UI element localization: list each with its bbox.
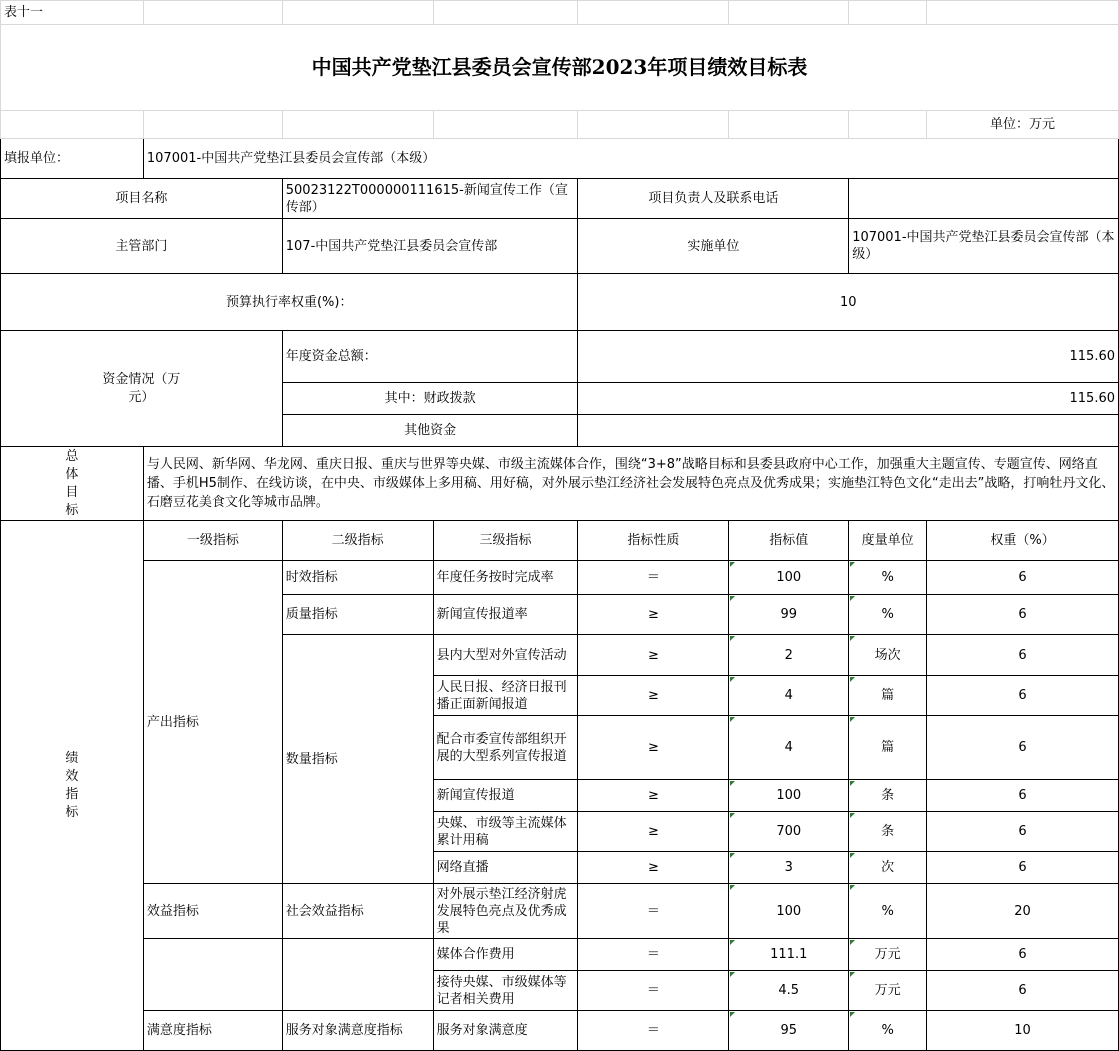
goal-text: 与人民网、新华网、华龙网、重庆日报、重庆与世界等央媒、市级主流媒体合作，围绕“3+8”战略目标和县委县政府中心工作，加强重大主题宣传、专题宣传、网络直播、手机H5制作、在线访谈，在中央、市级媒体上多用稿、用好稿，对外展示垫江经济社会发展特色亮点及优秀成果；实施垫江特色文化“走出去”战略，打响牡丹文化、石磨豆花美食文化等城市品牌。 [143,447,1118,521]
funds-fiscal-value: 115.60 [578,383,1119,415]
level3-cell: 人民日报、经济日报刊播正面新闻报道 [433,676,578,716]
unit-note: 单位：万元 [927,111,1119,139]
table-row [1,561,1119,595]
level2-timeliness: 时效指标 [282,561,433,595]
header-value: 指标值 [729,521,849,561]
project-name-value: 50023122T000000111615-新闻宣传工作（宣传部） [282,179,578,219]
unit-cell: % [849,595,927,635]
value-cell: 4 [729,676,849,716]
nature-cell: ＝ [578,1011,729,1051]
funds-other-label: 其他资金 [282,415,578,447]
header-weight: 权重（%） [927,521,1119,561]
funds-fiscal-label: 其中：财政拨款 [282,383,578,415]
unit-cell: 万元 [849,971,927,1011]
budget-label: 预算执行率权重(%)： [1,274,578,331]
weight-cell: 6 [927,780,1119,812]
goal-label [1,447,144,521]
goal-label-text: 总体目标 [65,448,79,518]
weight-cell: 20 [927,884,1119,939]
level3-cell: 网络直播 [433,852,578,884]
level2-quantity: 数量指标 [282,635,433,884]
weight-cell: 6 [927,971,1119,1011]
unit-cell: % [849,1011,927,1051]
nature-cell: ＝ [578,971,729,1011]
weight-cell: 6 [927,635,1119,676]
weight-cell: 6 [927,812,1119,852]
header-level1: 一级指标 [143,521,282,561]
level2-blank [282,939,433,1011]
unit-cell: 条 [849,780,927,812]
level3-cell: 央媒、市级等主流媒体累计用稿 [433,812,578,852]
level3-cell: 对外展示垫江经济射虎发展特色亮点及优秀成果 [433,884,578,939]
nature-cell: ≥ [578,676,729,716]
unit-cell: % [849,561,927,595]
level2-social-benefit: 社会效益指标 [282,884,433,939]
funds-label [1,331,283,447]
unit-cell: % [849,884,927,939]
project-contact-value [849,179,1119,219]
level1-satisfaction: 满意度指标 [143,1011,282,1051]
value-cell: 100 [729,884,849,939]
page-title: 中国共产党垫江县委员会宣传部2023年项目绩效目标表 [1,25,1119,111]
nature-cell: ≥ [578,852,729,884]
header-level2: 二级指标 [282,521,433,561]
level3-cell: 新闻宣传报道 [433,780,578,812]
nature-cell: ＝ [578,561,729,595]
level1-benefit: 效益指标 [143,884,282,939]
level3-cell: 媒体合作费用 [433,939,578,971]
level3-cell: 服务对象满意度 [433,1011,578,1051]
level3-cell: 配合市委宣传部组织开展的大型系列宣传报道 [433,716,578,780]
value-cell: 95 [729,1011,849,1051]
nature-cell: ≥ [578,716,729,780]
nature-cell: ≥ [578,595,729,635]
perf-label-text: 绩效指标 [65,750,79,820]
weight-cell: 6 [927,561,1119,595]
value-cell: 4.5 [729,971,849,1011]
dept-label: 主管部门 [1,219,283,274]
level2-service-satisfaction: 服务对象满意度指标 [282,1011,433,1051]
table-row [1,1011,1119,1051]
sheet-tag: 表十一 [1,1,144,25]
impl-label: 实施单位 [578,219,849,274]
value-cell: 100 [729,780,849,812]
funds-label-text: 资金情况（万元） [102,371,181,405]
weight-cell: 6 [927,676,1119,716]
perf-label [1,521,144,1051]
level3-cell: 接待央媒、市级媒体等记者相关费用 [433,971,578,1011]
value-cell: 4 [729,716,849,780]
value-cell: 700 [729,812,849,852]
weight-cell: 6 [927,852,1119,884]
header-level3: 三级指标 [433,521,578,561]
weight-cell: 6 [927,595,1119,635]
level1-output: 产出指标 [143,561,282,884]
unit-cell: 条 [849,812,927,852]
weight-cell: 6 [927,716,1119,780]
nature-cell: ≥ [578,635,729,676]
level3-cell: 新闻宣传报道率 [433,595,578,635]
table-row [1,884,1119,939]
level2-quality: 质量指标 [282,595,433,635]
fill-unit-label: 填报单位： [1,139,144,179]
budget-value: 10 [578,274,1119,331]
fill-unit-value: 107001-中国共产党垫江县委员会宣传部（本级） [143,139,1118,179]
nature-cell: ≥ [578,812,729,852]
unit-cell: 篇 [849,676,927,716]
funds-total-value: 115.60 [578,331,1119,383]
nature-cell: ＝ [578,939,729,971]
nature-cell: ＝ [578,884,729,939]
value-cell: 100 [729,561,849,595]
impl-value: 107001-中国共产党垫江县委员会宣传部（本级） [849,219,1119,274]
weight-cell: 10 [927,1011,1119,1051]
value-cell: 111.1 [729,939,849,971]
value-cell: 3 [729,852,849,884]
unit-cell: 万元 [849,939,927,971]
unit-cell: 场次 [849,635,927,676]
nature-cell: ≥ [578,780,729,812]
level1-blank [143,939,282,1011]
project-contact-label: 项目负责人及联系电话 [578,179,849,219]
unit-cell: 篇 [849,716,927,780]
value-cell: 2 [729,635,849,676]
funds-other-value [578,415,1119,447]
header-nature: 指标性质 [578,521,729,561]
header-unit: 度量单位 [849,521,927,561]
table-row [1,939,1119,971]
weight-cell: 6 [927,939,1119,971]
project-name-label: 项目名称 [1,179,283,219]
level3-cell: 年度任务按时完成率 [433,561,578,595]
value-cell: 99 [729,595,849,635]
unit-cell: 次 [849,852,927,884]
level3-cell: 县内大型对外宣传活动 [433,635,578,676]
dept-value: 107-中国共产党垫江县委员会宣传部 [282,219,578,274]
funds-total-label: 年度资金总额： [282,331,578,383]
